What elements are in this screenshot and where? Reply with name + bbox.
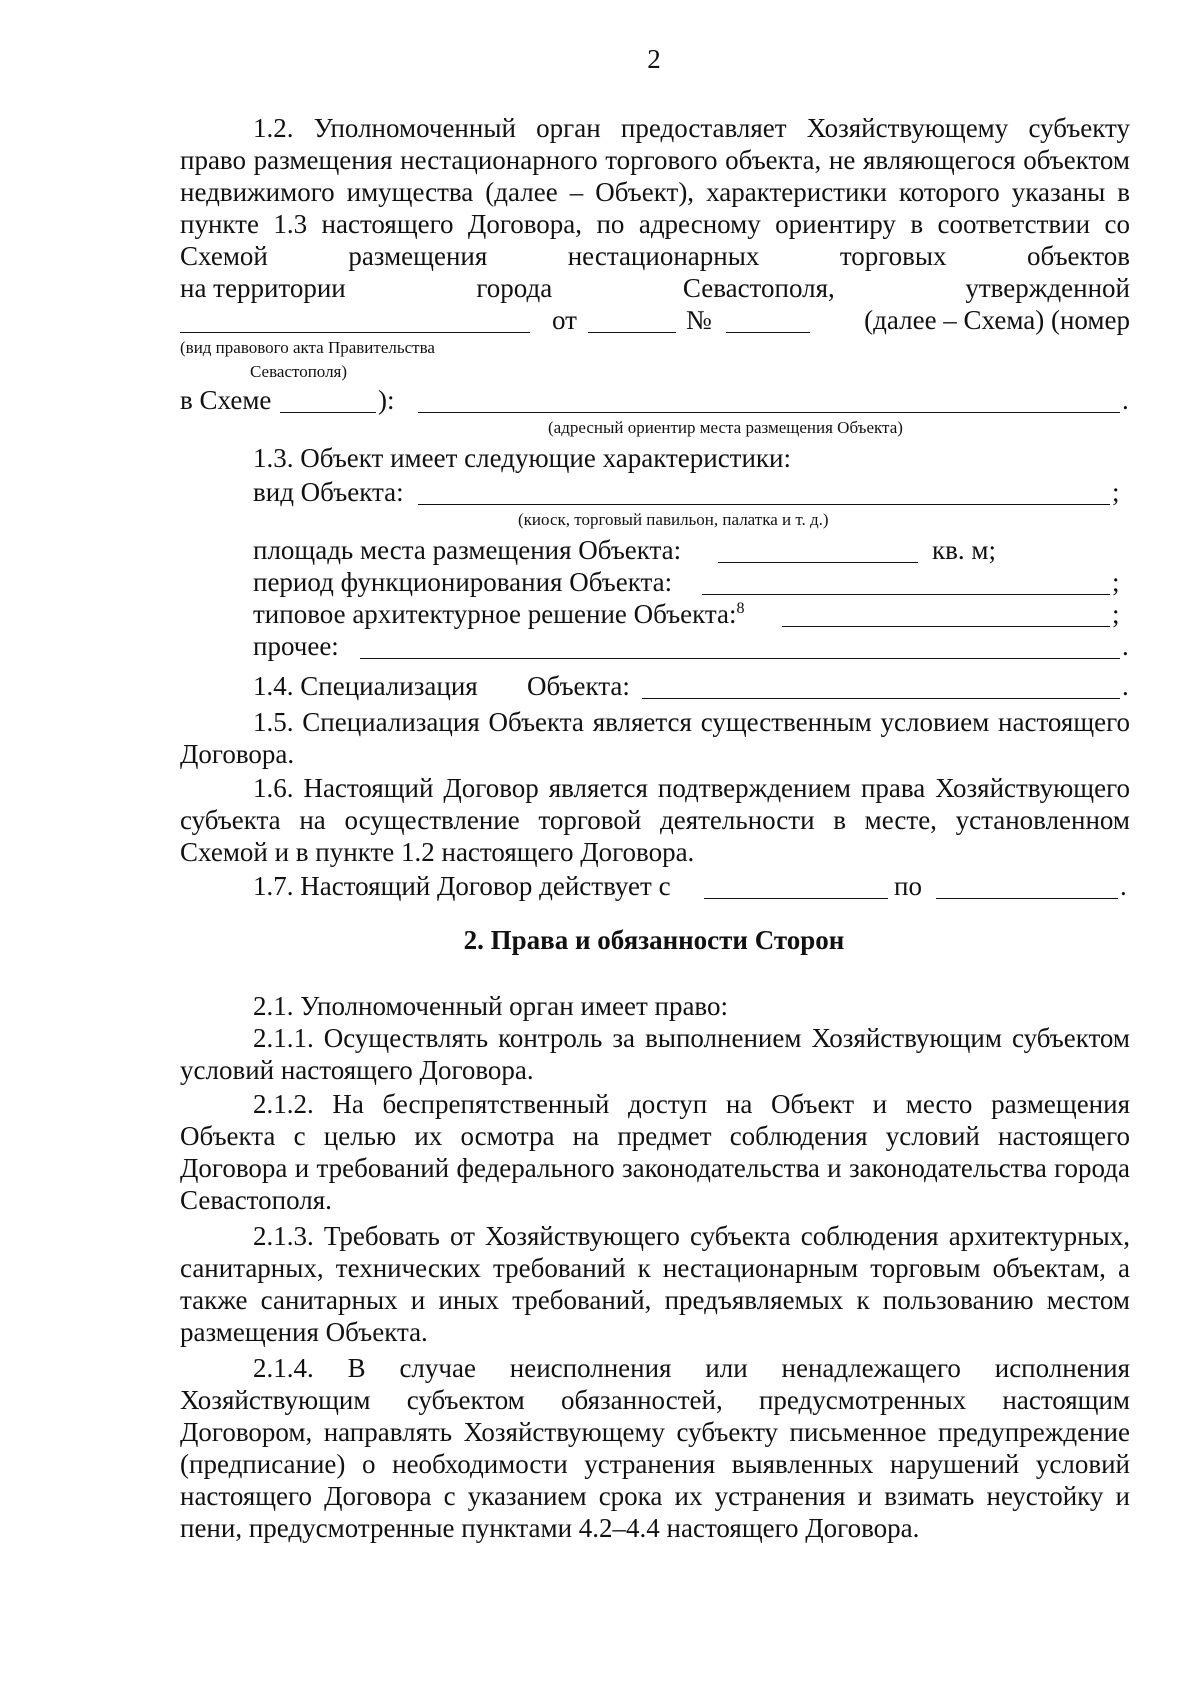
end-date-blank <box>936 898 1118 899</box>
page-number: 2 <box>647 44 661 74</box>
clause-1-6: 1.6. Настоящий Договор является подтверждением права Хозяйствующего субъекта на осуществление торговой деятельности в месте, установленном Схемой и в пункте 1.2 настоящего Договора. <box>180 773 1130 867</box>
operation-period-blank <box>702 594 1110 595</box>
clause-2-1-1: 2.1.1. Осуществлять контроль за выполнением Хозяйствующим субъектом условий настоящего Договора. <box>180 1023 1130 1085</box>
other-blank <box>360 658 1120 659</box>
act-number-blank <box>726 332 810 333</box>
arch-solution-blank <box>782 626 1110 627</box>
scheme-number-blank <box>280 412 376 413</box>
to-word: по <box>894 871 922 901</box>
approved-word: утвержденной <box>965 273 1130 303</box>
term-period: . <box>1120 871 1127 901</box>
address-period: . <box>1122 385 1129 415</box>
act-date-blank <box>588 332 676 333</box>
object-kind-semicolon: ; <box>1112 477 1120 507</box>
territory-word: на территории <box>180 273 346 303</box>
clause-2-1-4: 2.1.4. В случае неисполнения или ненадлежащего исполнения Хозяйствующим субъектом обязанностей, предусмотренных настоящим Договором, направлять Хозяйствующему субъекту письменное предупреждение (предписание) о необходимости устранения выявленных нарушений условий настоящего Договора с указанием срока их устранения и взимать неустойку и пени, предусмотренные пунктами 4.2–4.4 настоящего Договора. <box>180 1353 1130 1543</box>
act-type-note-2: Севастополя) <box>250 362 348 381</box>
number-sign: № <box>686 305 712 335</box>
address-blank <box>418 412 1120 413</box>
specialization-blank <box>642 698 1120 699</box>
area-unit: кв. м; <box>932 535 996 565</box>
clause-1-7-label: 1.7. Настоящий Договор действует с <box>253 871 671 901</box>
act-type-note-1: (вид правового акта Правительства <box>180 338 435 357</box>
object-kind-label: вид Объекта: <box>253 477 404 507</box>
clause-2-1: 2.1. Уполномоченный орган имеет право: <box>253 991 728 1021</box>
in-scheme-close: ): <box>378 385 395 415</box>
other-label: прочее: <box>253 631 339 661</box>
footnote-8: 8 <box>736 600 745 617</box>
clause-1-4-object: Объекта: <box>527 671 630 701</box>
other-period: . <box>1122 631 1129 661</box>
clause-1-2-text: 1.2. Уполномоченный орган предоставляет Хозяйствующему субъекту право размещения нестационарного торгового объекта, не являющегося объектом недвижимого имущества (далее – Объект), характеристики которого указаны в пункте 1.3 настоящего Договора, по адресному ориентиру в соответствии со Схемой размещения нестационарных торговых объектов <box>180 113 1130 271</box>
sevastopol-word: Севастополя, <box>682 273 835 303</box>
city-word: города <box>476 273 553 303</box>
clause-2-1-3: 2.1.3. Требовать от Хозяйствующего субъекта соблюдения архитектурных, санитарных, технических требований к нестационарным торговым объектам, а также санитарных и иных требований, предъявляемых к пользованию местом размещения Объекта. <box>180 1221 1130 1347</box>
section-2-heading: 2. Права и обязанности Сторон <box>463 925 845 955</box>
object-kind-blank <box>418 504 1110 505</box>
in-scheme-label: в Схеме <box>180 385 272 415</box>
scheme-note: (далее – Схема) (номер <box>864 305 1130 335</box>
address-note: (адресный ориентир места размещения Объекта) <box>548 418 903 437</box>
start-date-blank <box>704 898 888 899</box>
operation-period-label: период функционирования Объекта: <box>253 567 673 597</box>
clause-1-4-label: 1.4. Специализация <box>253 671 478 701</box>
specialization-period: . <box>1122 671 1129 701</box>
operation-period-semicolon: ; <box>1112 567 1120 597</box>
area-label: площадь места размещения Объекта: <box>253 535 682 565</box>
clause-2-1-2: 2.1.2. На беспрепятственный доступ на Объект и место размещения Объекта с целью их осмотра на предмет соблюдения условий настоящего Договора и требований федерального законодательства и законодательства города Севастополя. <box>180 1089 1130 1215</box>
arch-solution-label <box>253 598 745 630</box>
object-kind-note: (киоск, торговый павильон, палатка и т. д.) <box>518 510 829 529</box>
clause-1-2-territory-line <box>180 272 1130 304</box>
clause-1-5: 1.5. Специализация Объекта является существенным условием настоящего Договора. <box>180 707 1130 769</box>
act-type-blank <box>180 332 530 333</box>
from-word: от <box>552 305 577 335</box>
arch-solution-text: типовое архитектурное решение Объекта: <box>253 599 737 629</box>
area-blank <box>718 562 918 563</box>
clause-1-3-title: 1.3. Объект имеет следующие характеристики: <box>253 443 791 473</box>
arch-solution-semicolon: ; <box>1112 599 1120 629</box>
